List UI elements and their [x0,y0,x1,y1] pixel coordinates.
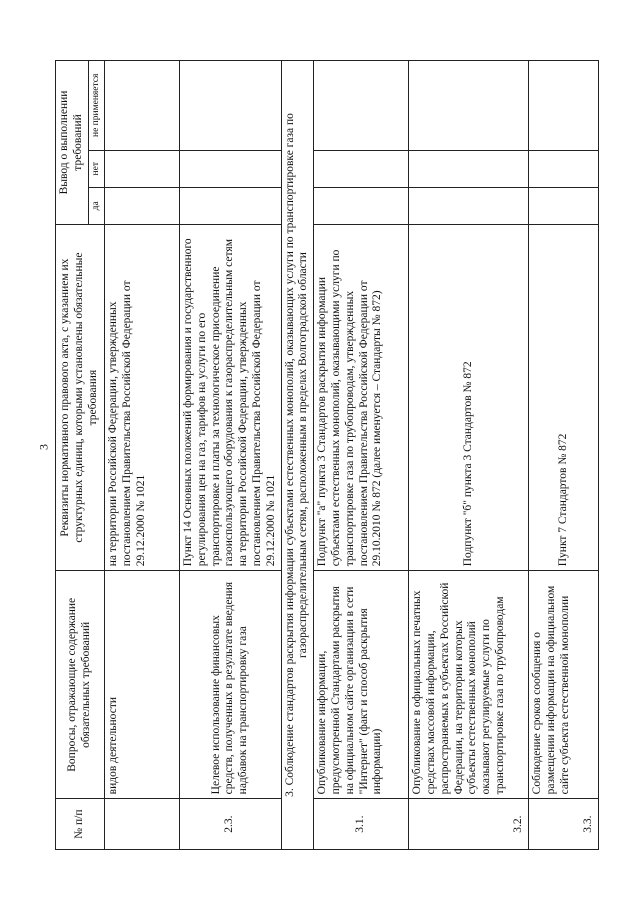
cell-yes [409,187,529,224]
cell-yes [104,187,179,224]
header-requisites: Реквизиты нормативного правового акта, с указанием их структурных единиц, которыми установлены обязательные требования [56,224,105,570]
row-num: 2.3. [179,799,281,850]
table-row [314,61,409,850]
row-num [104,799,179,850]
cell-na [314,61,409,151]
header-na: не применяется [88,61,104,151]
header-question: Вопросы, отражающие содержание обязательных требований [56,571,105,799]
row-question: видов деятельности [104,571,179,799]
section-title: 3. Соблюдение стандартов раскрытия информации субъектами естественных монополий, оказывающих услуги по транспортировке газа по газораспределительным сетям, расположенным в пределах Волгоградской области [281,61,314,850]
header-row [56,61,89,850]
requirements-table [55,60,599,850]
cell-no [104,150,179,187]
header-conclusion: Вывод о выполнении требований [56,61,89,225]
row-num: 3.2. [409,799,529,850]
row-question: Опубликование информации, предусмотренной Стандартами раскрытия на официальном сайте организации в сети "Интернет" (факт и способ раскрытия информации) [314,571,409,799]
cell-no [179,150,281,187]
row-question: Целевое использование финансовых средств, полученных в результате введения надбавок на транспортировку газа [179,571,281,799]
cell-na [409,61,529,151]
row-requisites: Пункт 14 Основных положений формирования и государственного регулирования цен на газ, тарифов на услуги по его транспортировке и платы за технологическое присоединение газоиспользующего оборудования к газораспределительным сетям на территории Российской Федерации, утвержденных постановлением Правительства Российской Федерации от 29.12.2000 № 1021 [179,224,281,570]
row-question: Опубликование в официальных печатных средствах массовой информации, распространяемых в субъектах Российской Федерации, на территории которых субъекты естественных монополий оказывают регулируемые услуги по транспортировке газа по трубопроводам [409,571,529,799]
table-row [409,61,529,850]
page-number: 3 [36,444,51,450]
cell-na [104,61,179,151]
row-num: 3.1. [314,799,409,850]
cell-yes [529,187,599,224]
table-row [529,61,599,850]
row-num: 3.3. [529,799,599,850]
cell-na [529,61,599,151]
cell-na [179,61,281,151]
section-row [281,61,314,850]
row-requisites: Пункт 7 Стандартов № 872 [529,224,599,570]
cell-yes [314,187,409,224]
rotated-table-container [55,60,600,850]
row-question: Соблюдение сроков сообщения о размещении информации на официальном сайте субъекта естественной монополии [529,571,599,799]
cell-yes [179,187,281,224]
row-requisites: на территории Российской Федерации, утвержденных постановлением Правительства Российской Федерации от 29.12.2000 № 1021 [104,224,179,570]
table-row [179,61,281,850]
cell-no [314,150,409,187]
row-requisites: Подпункт "б" пункта 3 Стандартов № 872 [409,224,529,570]
row-requisites: Подпункт "а" пункта 3 Стандартов раскрытия информации субъектами естественных монополий, оказывающими услуги по транспортировке газа по трубопроводам, утвержденных постановлением Правительства Российской Федерации от 29.10.2010 № 872 (далее именуется – Стандарты № 872) [314,224,409,570]
cell-no [529,150,599,187]
header-yes: да [88,187,104,224]
header-num: № п/п [56,799,105,850]
cell-no [409,150,529,187]
table-row [104,61,179,850]
header-no: нет [88,150,104,187]
